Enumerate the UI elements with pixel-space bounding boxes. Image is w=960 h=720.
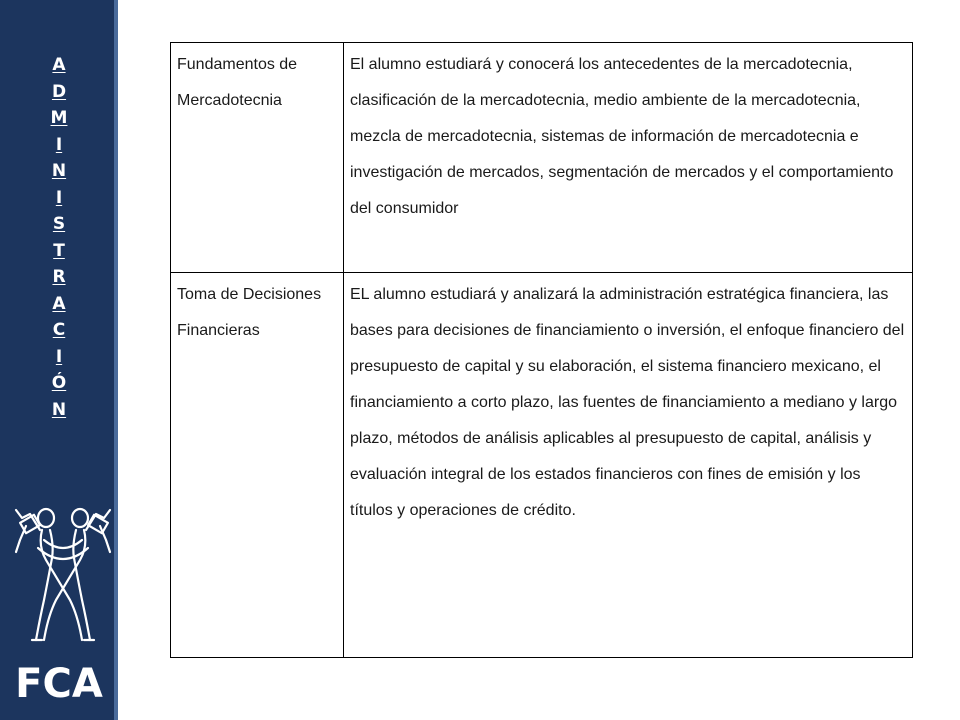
table-row — [171, 273, 913, 658]
letter: S — [52, 214, 66, 234]
letter: D — [51, 81, 67, 102]
letter: Ó — [51, 373, 67, 393]
letter: N — [51, 399, 67, 420]
letter: T — [53, 240, 65, 261]
sidebar — [0, 0, 118, 720]
table-row — [171, 43, 913, 273]
letter: M — [50, 108, 68, 128]
letter: N — [51, 161, 67, 181]
description-cell: EL alumno estudiará y analizará la administración estratégica financiera, las bases para decisiones de financiamiento o inversión, el enfoque financiero del presupuesto de capital y su elaboración, el sistema financiero mexicano, el financiamiento a corto plazo, las fuentes de financiamiento a mediano y largo plazo, métodos de análisis aplicables al presupuesto de capital, análisis y evaluación integral de los estados financieros con fines de emisión y los títulos y operaciones de crédito. — [344, 273, 913, 658]
vertical-word-administracion — [0, 52, 118, 423]
course-table — [170, 42, 913, 658]
letter: A — [52, 55, 66, 75]
letter: I — [55, 134, 63, 155]
subject-cell: Toma de Decisiones Financieras — [171, 273, 344, 658]
letter: C — [52, 320, 66, 340]
letter: I — [55, 187, 63, 208]
subject-cell: Fundamentos de Mercadotecnia — [171, 43, 344, 273]
letter: R — [52, 267, 66, 287]
letter: I — [55, 346, 63, 367]
description-cell: El alumno estudiará y conocerá los antecedentes de la mercadotecnia, clasificación de la mercadotecnia, medio ambiente de la mercadotecnia, mezcla de mercadotecnia, sistemas de información de mercadotecnia e investigación de mercados, segmentación de mercados y el comportamiento del consumidor — [344, 43, 913, 273]
letter: A — [52, 293, 66, 314]
fca-label: FCA — [15, 661, 103, 707]
fca-figures-logo-icon — [8, 500, 118, 650]
